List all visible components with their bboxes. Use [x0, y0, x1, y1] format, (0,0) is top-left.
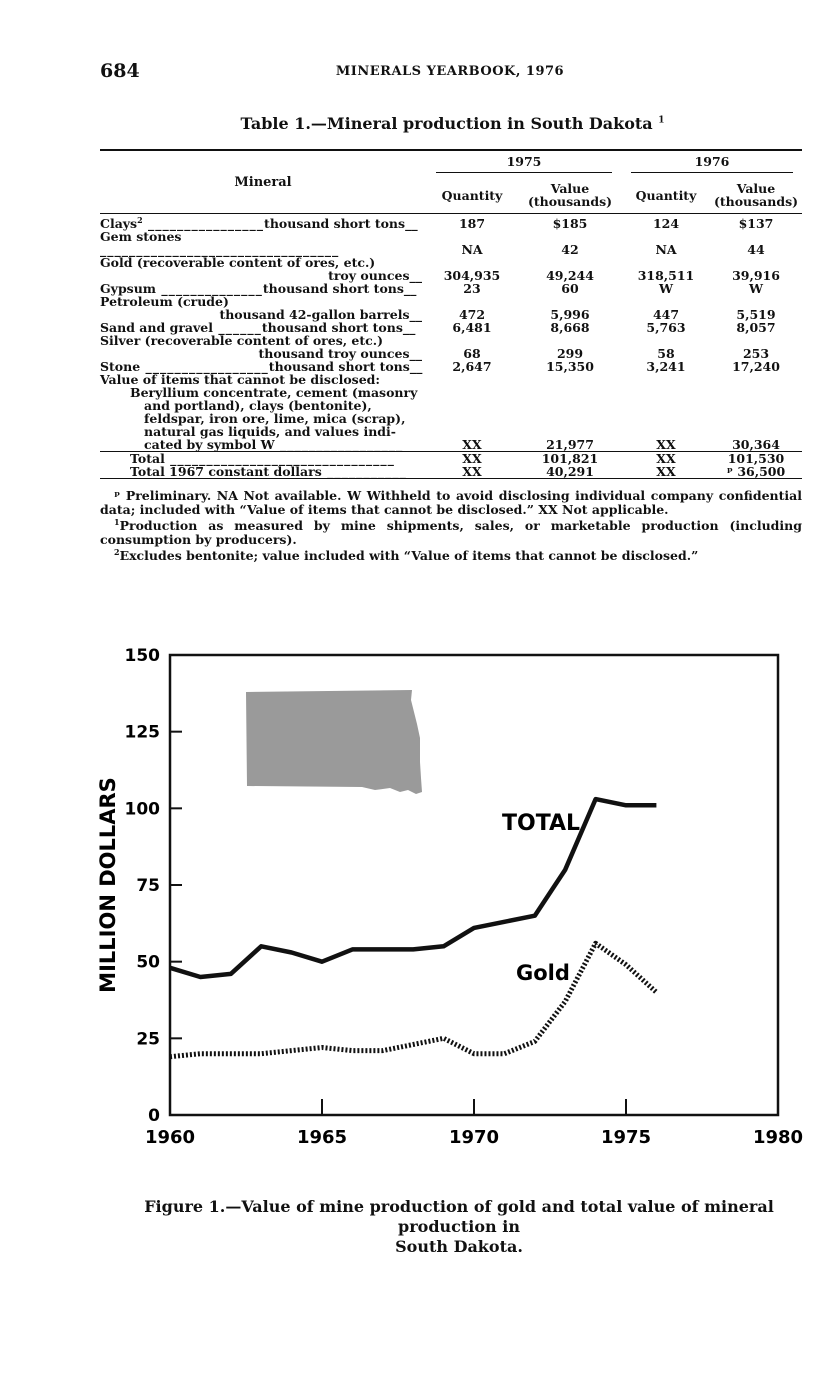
row-label: Sand and gravel ______thousand short tons__	[100, 320, 416, 336]
table-row	[100, 438, 802, 452]
cell-v75: 42	[561, 242, 579, 258]
cell-q76: 58	[657, 346, 675, 362]
y-tick-label: 125	[124, 722, 160, 743]
series-line-total	[170, 799, 656, 977]
cell-q75: NA	[461, 242, 483, 258]
cell-v75: 299	[556, 346, 584, 362]
production-line-chart	[0, 640, 840, 1160]
cell-v75: 8,668	[550, 320, 590, 336]
table-row	[100, 295, 802, 308]
total-row	[100, 465, 802, 479]
x-tick-label: 1975	[600, 1127, 652, 1148]
y-tick-label: 50	[136, 952, 160, 973]
row-label: thousand troy ounces__	[258, 346, 422, 362]
figure-caption-line1: Figure 1.—Value of mine production of gold and total value of mineral production in	[144, 1197, 774, 1236]
y-tick-label: 75	[136, 876, 160, 896]
table-caption-text: Table 1.—Mineral production in South Dakota	[240, 114, 653, 133]
row-label: Gem stones _________________________________	[100, 229, 340, 258]
series-label-gold: Gold	[516, 961, 570, 985]
cell-v75	[518, 373, 622, 386]
footnote-2: $^2$Excludes bentonite; value included with “Value of items that cannot be disclosed.”	[114, 547, 699, 564]
year-1975: 1975	[426, 150, 622, 177]
cell-q75	[426, 373, 518, 386]
cell-q76	[622, 412, 710, 425]
row-label: Petroleum (crude)	[100, 294, 229, 310]
x-tick-label: 1960	[144, 1127, 196, 1148]
cell-q75: XX	[426, 465, 518, 479]
cell-q75: 2,647	[452, 359, 492, 375]
y-axis-label: MILLION DOLLARS	[96, 777, 120, 993]
cell-q75: XX	[462, 437, 482, 453]
mineral-production-table	[100, 149, 802, 479]
cell-v75	[518, 399, 622, 412]
table-body	[100, 214, 802, 479]
cell-v75: 15,350	[546, 359, 594, 375]
cell-q76: W	[658, 281, 674, 297]
cell-q75: 187	[458, 216, 486, 232]
cell-v75: 49,244	[546, 268, 594, 284]
cell-q76: 447	[652, 307, 680, 323]
cell-q76: XX	[656, 437, 676, 453]
row-label: natural gas liquids, and values indi-	[144, 424, 396, 440]
cell-v76	[710, 399, 802, 412]
figure-caption	[100, 1197, 818, 1257]
table-row	[100, 334, 802, 347]
cell-v76: 101,530	[710, 452, 802, 466]
cell-q76	[622, 373, 710, 386]
cell-q76	[622, 399, 710, 412]
south-dakota-map	[246, 690, 422, 794]
total-row	[100, 452, 802, 466]
cell-q76: 5,763	[646, 320, 686, 336]
col-quantity-1975: Quantity	[441, 187, 503, 203]
cell-q75: XX	[426, 452, 518, 466]
cell-q75	[426, 386, 518, 399]
row-label: Gold (recoverable content of ores, etc.)	[100, 255, 376, 271]
cell-v76: 8,057	[736, 320, 776, 336]
cell-v76: $137	[738, 216, 774, 232]
row-label: and portland), clays (bentonite),	[144, 398, 372, 414]
col-mineral: Mineral	[100, 150, 426, 214]
row-label: Total 1967 constant dollars ___________	[100, 465, 426, 479]
cell-v76: 30,364	[732, 437, 780, 453]
running-title: MINERALS YEARBOOK, 1976	[335, 64, 565, 79]
y-tick-label: 25	[136, 1029, 160, 1050]
cell-v76	[710, 386, 802, 399]
col-value-1976: Value (thousands)	[713, 181, 799, 209]
cell-q76: 3,241	[646, 359, 686, 375]
cell-q75: 23	[463, 281, 481, 297]
table-row	[100, 230, 802, 256]
col-value-1975: Value (thousands)	[527, 181, 613, 209]
row-label: Value of items that cannot be disclosed:	[100, 372, 380, 388]
row-label: troy ounces__	[328, 268, 422, 284]
cell-v76: 5,519	[736, 307, 776, 323]
x-tick-label: 1965	[296, 1127, 348, 1148]
row-label: Stone _________________thousand short tons__	[100, 359, 423, 375]
row-label: thousand 42-gallon barrels__	[219, 307, 422, 323]
series-lines	[170, 799, 656, 1057]
cell-v75: 21,977	[546, 437, 594, 453]
cell-q75	[426, 412, 518, 425]
cell-v76: W	[748, 281, 764, 297]
cell-v75	[518, 386, 622, 399]
y-tick-label: 100	[124, 799, 160, 820]
cell-v76: ᵖ 36,500	[710, 465, 802, 479]
cell-v75: 60	[561, 281, 579, 297]
row-label: Silver (recoverable content of ores, etc.)	[100, 333, 384, 349]
x-tick-label: 1970	[448, 1127, 500, 1148]
figure-caption-line2: South Dakota.	[395, 1237, 523, 1256]
cell-v76: 39,916	[732, 268, 780, 284]
cell-v75	[518, 412, 622, 425]
col-quantity-1976: Quantity	[635, 187, 697, 203]
table-caption	[0, 114, 840, 133]
page-number: 684	[100, 60, 140, 82]
table-footnotes	[100, 489, 802, 563]
cell-v76: 253	[742, 346, 770, 362]
cell-v76: 17,240	[732, 359, 780, 375]
y-axis	[125, 646, 183, 1126]
cell-q76: NA	[655, 242, 677, 258]
cell-v75: 101,821	[518, 452, 622, 466]
cell-q76: XX	[622, 452, 710, 466]
row-label: feldspar, iron ore, lime, mica (scrap),	[144, 411, 406, 427]
cell-v75: $185	[552, 216, 588, 232]
row-label: Clays$^2$ ________________thousand short tons__	[100, 215, 418, 232]
footnote-1: $^1$Production as measured by mine shipments, sales, or marketable production (including consumption by producers).	[100, 517, 802, 547]
table-caption-note: 1	[658, 115, 665, 126]
cell-v75: 40,291	[518, 465, 622, 479]
footnote-legend: ᵖ Preliminary. NA Not available. W Withheld to avoid disclosing individual company confidential data; included with “Value of items that cannot be disclosed.” XX Not applicable.	[100, 488, 802, 517]
cell-q75	[426, 399, 518, 412]
table-row	[100, 214, 802, 231]
cell-q75: 304,935	[443, 268, 501, 284]
series-label-total: TOTAL	[502, 811, 581, 836]
y-tick-label: 150	[124, 646, 160, 666]
row-label: cated by symbol W _________________	[144, 437, 404, 453]
row-label: Total _______________________________	[100, 452, 426, 466]
cell-v76: 44	[747, 242, 765, 258]
y-tick-label: 0	[148, 1106, 160, 1126]
cell-v76	[710, 373, 802, 386]
year-1976: 1976	[622, 150, 802, 177]
cell-q75: 68	[463, 346, 481, 362]
x-axis	[145, 1099, 803, 1148]
cell-v75: 5,996	[550, 307, 590, 323]
row-label: Beryllium concentrate, cement (masonry	[130, 385, 418, 401]
cell-v76	[710, 412, 802, 425]
cell-q75: 472	[458, 307, 486, 323]
cell-q76: 124	[652, 216, 680, 232]
cell-q76: 318,511	[637, 268, 695, 284]
cell-q76: XX	[622, 465, 710, 479]
cell-q76	[622, 386, 710, 399]
cell-q75: 6,481	[452, 320, 492, 336]
x-tick-label: 1980	[752, 1127, 804, 1148]
row-label: Gypsum ______________thousand short tons__	[100, 281, 417, 297]
